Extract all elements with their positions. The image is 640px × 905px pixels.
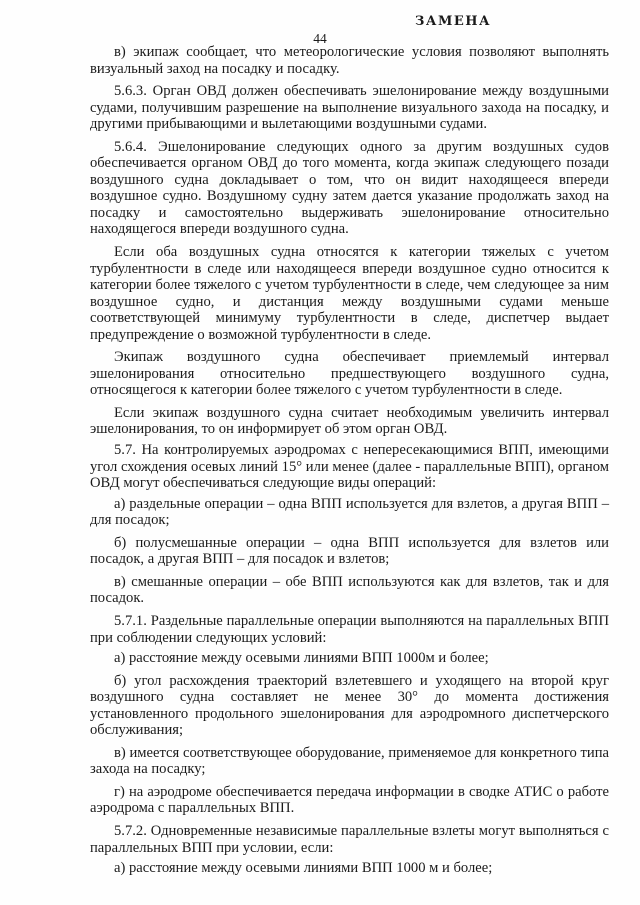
paragraph-5-6-4: 5.6.4. Эшелонирование следующих одного за другим воздушных судов обеспечивается органом ОВД до того момента, когда экипаж следующего позади воздушного судна докладывает о том, что он видит находящееся впереди воздушное судно. Воздушному судну затем дается указание продолжать заход на посадку и самостоятельно выдерживать эшелонирование относительно находящегося впереди воздушного судна. (90, 138, 609, 238)
document-body (90, 44, 609, 877)
page-number: 44 (313, 31, 327, 46)
paragraph-runway-distance-2: а) расстояние между осевыми линиями ВПП 1000 м и более; (114, 860, 493, 877)
paragraph-increase-interval: Если экипаж воздушного судна считает необходимым увеличить интервал эшелонирования, то он информирует об этом орган ОВД. (90, 404, 609, 438)
paragraph-item-v-crew-reports: в) экипаж сообщает, что метеорологические условия позволяют выполнять визуальный заход на посадку и посадку. (90, 44, 609, 77)
paragraph-5-7-2: 5.7.2. Одновременные независимые параллельные взлеты могут выполняться с параллельных ВПП при условии, если: (90, 822, 609, 856)
paragraph-runway-distance: а) расстояние между осевыми линиями ВПП 1000м и более; (114, 650, 489, 667)
paragraph-divergence-angle: б) угол расхождения траекторий взлетевшего и уходящего на второй круг воздушного судна составляет не менее 30° до момента достижения установленного продольного эшелонирования для аэродромного диспетчерского обслуживания; (90, 672, 609, 739)
paragraph-semi-mixed-operations: б) полусмешанные операции – одна ВПП используется для взлетов или посадок, а другая ВПП – для посадок и взлетов; (90, 534, 609, 568)
paragraph-segregated-operations: а) раздельные операции – одна ВПП используется для взлетов, а другая ВПП – для посадок; (90, 495, 609, 529)
paragraph-5-6-3: 5.6.3. Орган ОВД должен обеспечивать эшелонирование между воздушными судами, получившим разрешение на выполнение визуального захода на посадку, и другими прибывающими и вылетающими воздушными судами. (90, 83, 609, 133)
paragraph-5-7-1: 5.7.1. Раздельные параллельные операции выполняются на параллельных ВПП при соблюдении следующих условий: (90, 612, 609, 646)
paragraph-5-7: 5.7. На контролируемых аэродромах с непересекающимися ВПП, имеющими угол схождения осевых линий 15° или менее (далее - параллельные ВПП), органом ОВД могут обеспечиваться следующие виды операций: (90, 442, 609, 492)
paragraph-heavy-wake-warning: Если оба воздушных судна относятся к категории тяжелых с учетом турбулентности в следе или находящееся впереди воздушное судно относится к категории более тяжелого с учетом турбулентности в следе, чем следующее за ним воздушное судно, и дистанция между воздушными судами меньше соответствующей минимуму турбулентности в следе, диспетчер выдает предупреждение о возможной турбулентности в следе. (90, 244, 609, 343)
replacement-stamp: ЗАМЕНА (415, 14, 492, 29)
paragraph-mixed-operations: в) смешанные операции – обе ВПП используются как для взлетов, так и для посадок. (90, 573, 609, 607)
paragraph-crew-interval: Экипаж воздушного судна обеспечивает приемлемый интервал эшелонирования относительно предшествующего воздушного судна, относящегося к категории более тяжелого с учетом турбулентности в следе. (90, 349, 609, 399)
paragraph-atis-info: г) на аэродроме обеспечивается передача информации в сводке АТИС о работе аэродрома с параллельных ВПП. (90, 783, 609, 817)
paragraph-equipment: в) имеется соответствующее оборудование, применяемое для конкретного типа захода на посадку; (90, 744, 609, 778)
